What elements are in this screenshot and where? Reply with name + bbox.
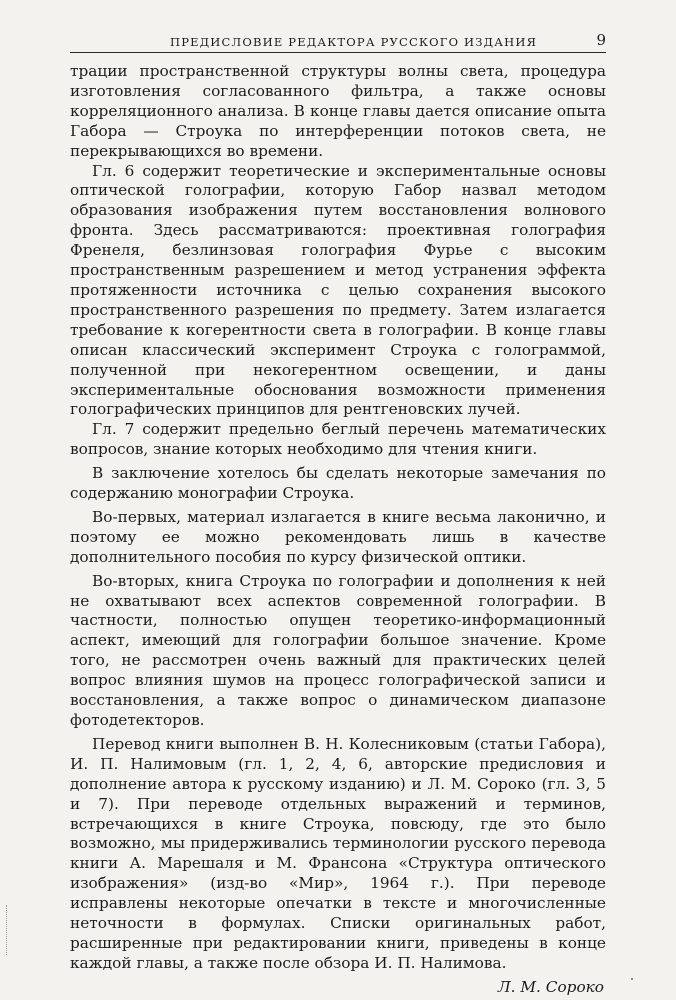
page-number: 9 (596, 31, 606, 49)
running-title: ПРЕДИСЛОВИЕ РЕДАКТОРА РУССКОГО ИЗДАНИЯ (170, 35, 538, 49)
paragraph-firstly: Во-первых, материал излагается в книге весьма лаконично, и поэтому ее можно рекомендовать лишь в качестве дополнительного пособия по курсу физической оптики. (70, 507, 606, 566)
scan-speck (631, 978, 633, 980)
running-header (70, 30, 606, 53)
paragraph-translation: Перевод книги выполнен В. Н. Колесниковым (статьи Габора), И. П. Налимовым (гл. 1, 2, 4, 6, авторские предисловия и дополнение автора к русскому изданию) и Л. М. Сороко (гл. 3, 5 и 7). При переводе отдельных выражений и терминов, встречающихся в книге Строука, повсюду, где это было возможно, мы придерживались терминологии русского перевода книги А. Марешаля и М. Франсона «Структура оптического изображения» (изд-во «Мир», 1964 г.). При переводе исправлены некоторые опечатки в тексте и многочисленные неточности в формулах. Списки оригинальных работ, расширенные при редактировании книги, приведены в конце каждой главы, а также после обзора И. П. Налимова. (70, 734, 606, 972)
page-edge-marks (6, 905, 10, 955)
paragraph-continued: трации пространственной структуры волны света, процедура изготовления согласованного фильтра, а также основы корреляционного анализа. В конце главы дается описание опыта Габора — Строука по интерференции потоков света, не перекрывающихся во времени. (70, 62, 606, 160)
paragraph-chapter-7: Гл. 7 содержит предельно беглый перечень математических вопросов, знание которых необходимо для чтения книги. (70, 420, 606, 459)
paragraph-chapter-6: Гл. 6 содержит теоретические и экспериментальные основы оптической голографии, которую Габор назвал методом образования изображения путем восстановления волнового фронта. Здесь рассматриваются: проективная голография Френеля, безлинзовая голография Фурье с высоким пространственным разрешением и метод устранения эффекта протяженности источника с целью сохранения высокого пространственного разрешения по предмету. Затем излагается требование к когерентности света в голографии. В конце главы описан классический эксперимент Строука с голограммой, полученной при некогерентном освещении, и даны экспериментальные обоснования возможности применения голографических принципов для рентгеновских лучей. (70, 161, 606, 419)
editor-signature: Л. М. Сороко (497, 977, 604, 996)
book-page (70, 30, 606, 997)
paragraph-conclusion-intro: В заключение хотелось бы сделать некоторые замечания по содержанию монографии Строука. (70, 464, 606, 503)
body-text (70, 62, 606, 974)
paragraph-secondly: Во-вторых, книга Строука по голографии и дополнения к ней не охватывают всех аспектов современной голографии. В частности, полностью опущен теоретико-информационный аспект, имеющий для голографии большое значение. Кроме того, не рассмотрен очень важный для практических целей вопрос влияния шумов на процесс голографической записи и восстановления, а также вопрос о динамическом диапазоне фотодетекторов. (70, 571, 606, 729)
